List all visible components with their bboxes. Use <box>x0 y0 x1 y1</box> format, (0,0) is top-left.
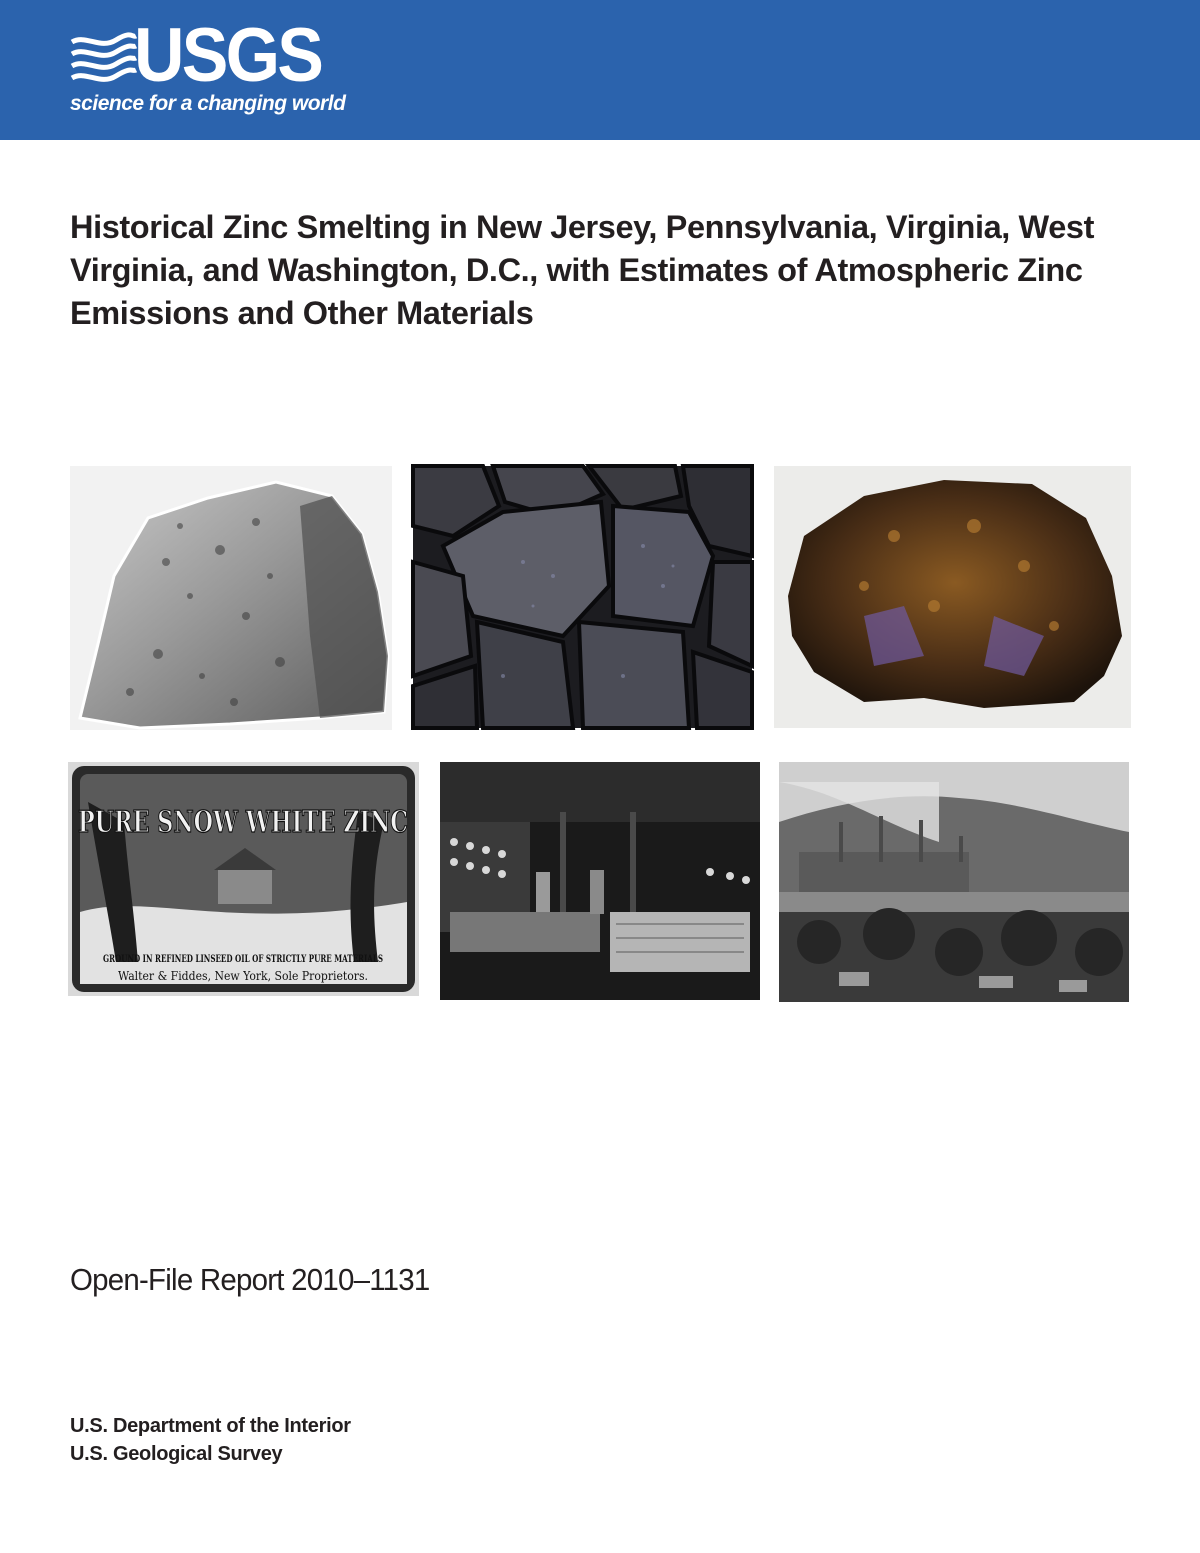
photo-pure-snow-white-zinc-advertisement <box>68 762 419 996</box>
department-name: U.S. Department of the Interior <box>70 1415 351 1437</box>
advertisement-line-1: GROUND IN REFINED LINSEED OIL OF STRICTLY PURE MATERIALS <box>103 954 383 965</box>
report-title: Historical Zinc Smelting in New Jersey, Pennsylvania, Virginia, West Virginia, and Washington, D.C., with Estimates of Atmospheric Zinc Emissions and Other Materials <box>70 209 1095 331</box>
photo-smelter-landscape <box>779 762 1129 1002</box>
usgs-logo[interactable] <box>70 13 346 124</box>
photo-zinc-ore-specimen <box>70 466 392 730</box>
agency-block <box>70 1412 351 1468</box>
photo-brown-zinc-ore <box>774 466 1131 728</box>
usgs-banner <box>0 0 1200 140</box>
advertisement-line-2: Walter & Fiddes, New York, Sole Proprietors. <box>118 969 368 983</box>
report-series-number: Open-File Report 2010–1131 <box>70 1262 430 1297</box>
advertisement-headline: PURE SNOW WHITE ZINC <box>78 805 408 840</box>
usgs-wave-icon <box>70 32 136 88</box>
usgs-logo-word: USGS <box>134 13 322 98</box>
photo-sphalerite-chunks <box>413 466 752 728</box>
photo-smelter-interior <box>440 762 760 1000</box>
usgs-logo-tagline: science for a changing world <box>70 92 346 115</box>
survey-name: U.S. Geological Survey <box>70 1443 283 1465</box>
